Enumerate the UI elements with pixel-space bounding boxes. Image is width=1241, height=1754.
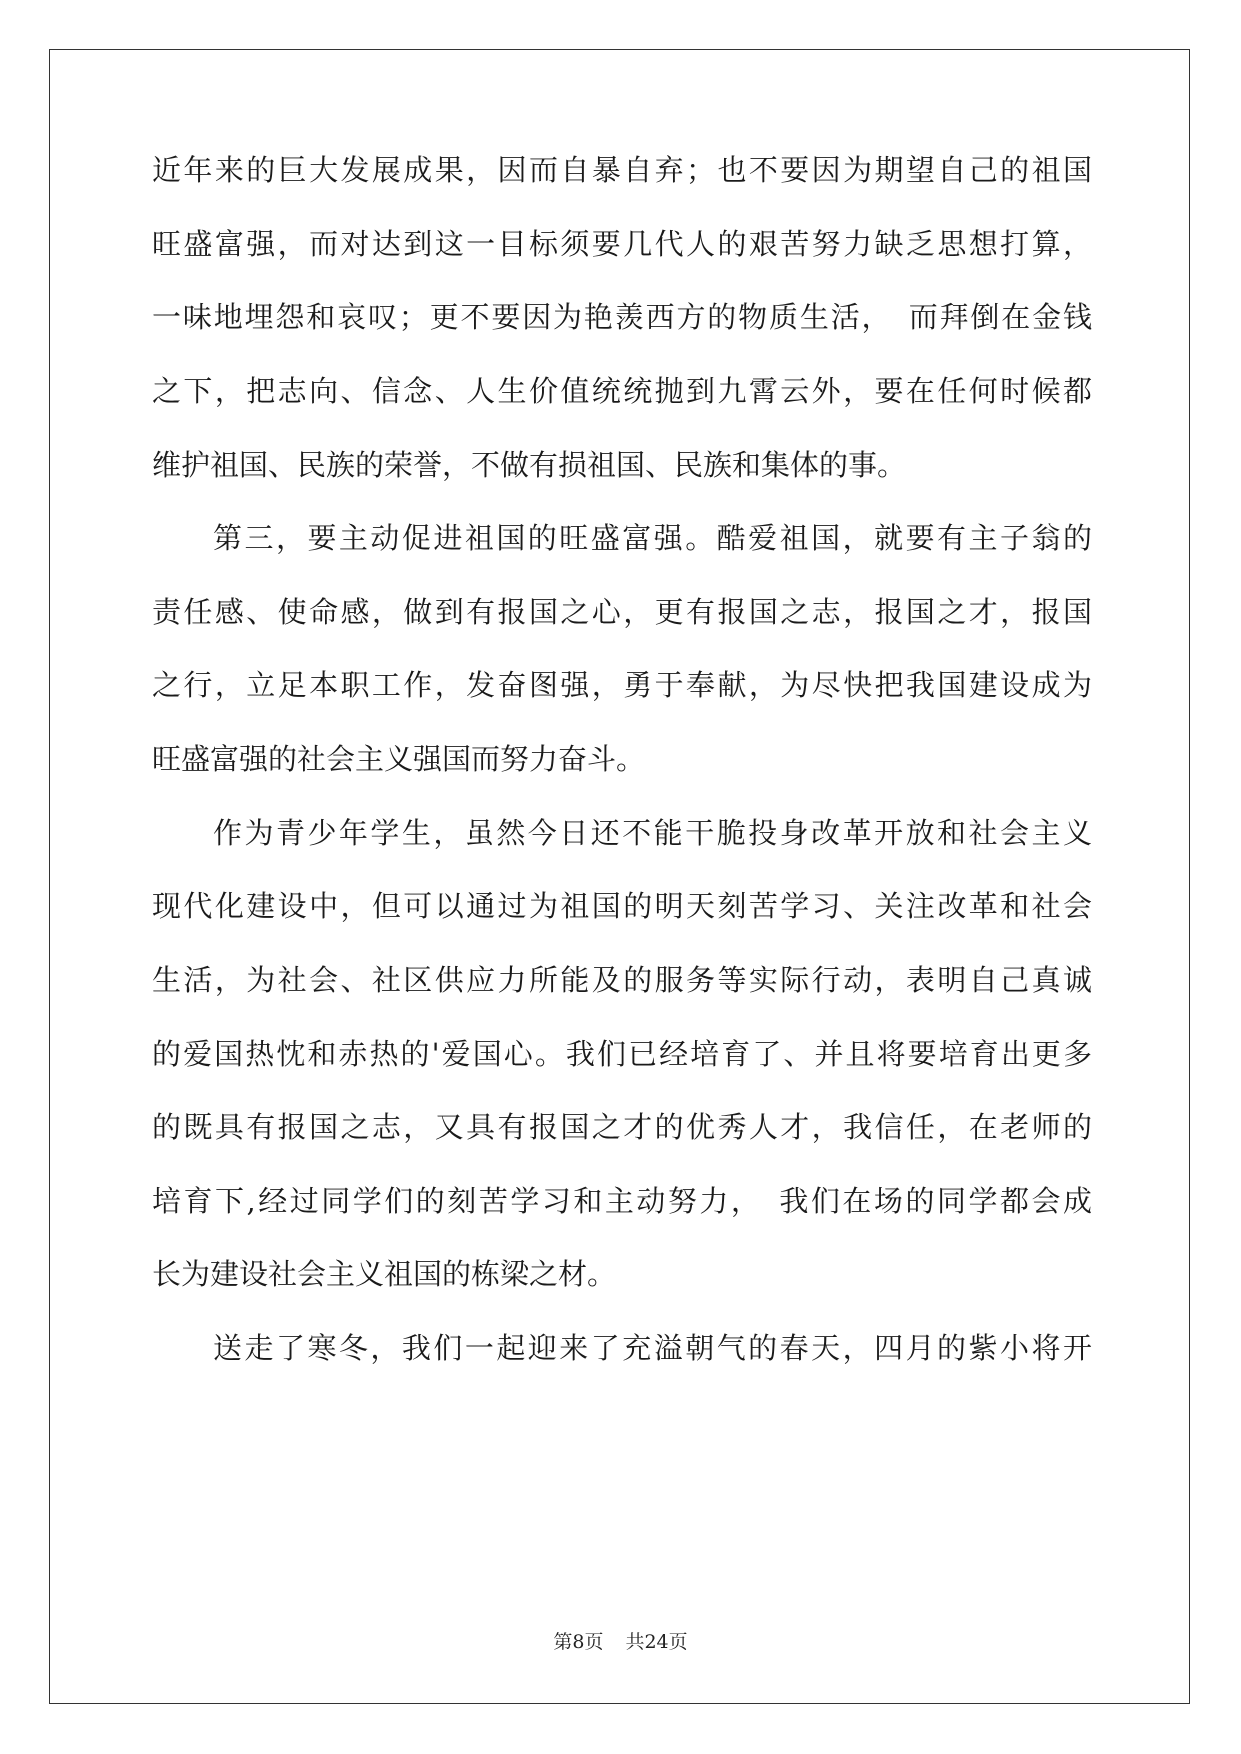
text-line-2: 旺盛富强，而对达到这一目标须要几代人的艰苦努力缺乏思想打算， <box>152 227 1092 261</box>
text-line-11: 现代化建设中，但可以通过为祖国的明天刻苦学习、关注改革和社会 <box>152 889 1092 923</box>
paragraph-3-first-line: 作为青少年学生，虽然今日还不能干脆投身改革开放和社会主义 <box>213 816 1092 850</box>
text-line-4: 之下，把志向、信念、人生价值统统抛到九霄云外，要在任何时候都 <box>152 374 1092 408</box>
text-line-3: 一味地埋怨和哀叹；更不要因为艳羡西方的物质生活， 而拜倒在金钱 <box>152 300 1092 334</box>
page-footer <box>0 1630 1241 1654</box>
text-line-5: 维护祖国、民族的荣誉，不做有损祖国、民族和集体的事。 <box>152 448 907 482</box>
current-page-number: 第8页 <box>553 1631 604 1653</box>
paragraph-4-first-line: 送走了寒冬，我们一起迎来了充溢朝气的春天，四月的紫小将开 <box>213 1331 1092 1365</box>
text-line-8: 之行，立足本职工作，发奋图强，勇于奉献，为尽快把我国建设成为 <box>152 668 1092 702</box>
text-line-9: 旺盛富强的社会主义强国而努力奋斗。 <box>152 742 646 776</box>
text-line-16: 长为建设社会主义祖国的栋梁之材。 <box>152 1257 617 1291</box>
paragraph-2-first-line: 第三，要主动促进祖国的旺盛富强。酷爱祖国，就要有主子翁的 <box>213 521 1092 555</box>
text-line-7: 责任感、使命感，做到有报国之心，更有报国之志，报国之才，报国 <box>152 595 1092 629</box>
text-line-12: 生活，为社会、社区供应力所能及的服务等实际行动，表明自己真诚 <box>152 963 1092 997</box>
text-line-15: 培育下,经过同学们的刻苦学习和主动努力， 我们在场的同学都会成 <box>152 1184 1092 1218</box>
text-line-1: 近年来的巨大发展成果，因而自暴自弃；也不要因为期望自己的祖国 <box>152 153 1092 187</box>
text-line-14: 的既具有报国之志，又具有报国之才的优秀人才，我信任，在老师的 <box>152 1110 1092 1144</box>
text-line-13: 的爱国热忱和赤热的'爱国心。我们已经培育了、并且将要培育出更多 <box>152 1037 1092 1071</box>
total-page-count: 共24页 <box>625 1631 688 1653</box>
